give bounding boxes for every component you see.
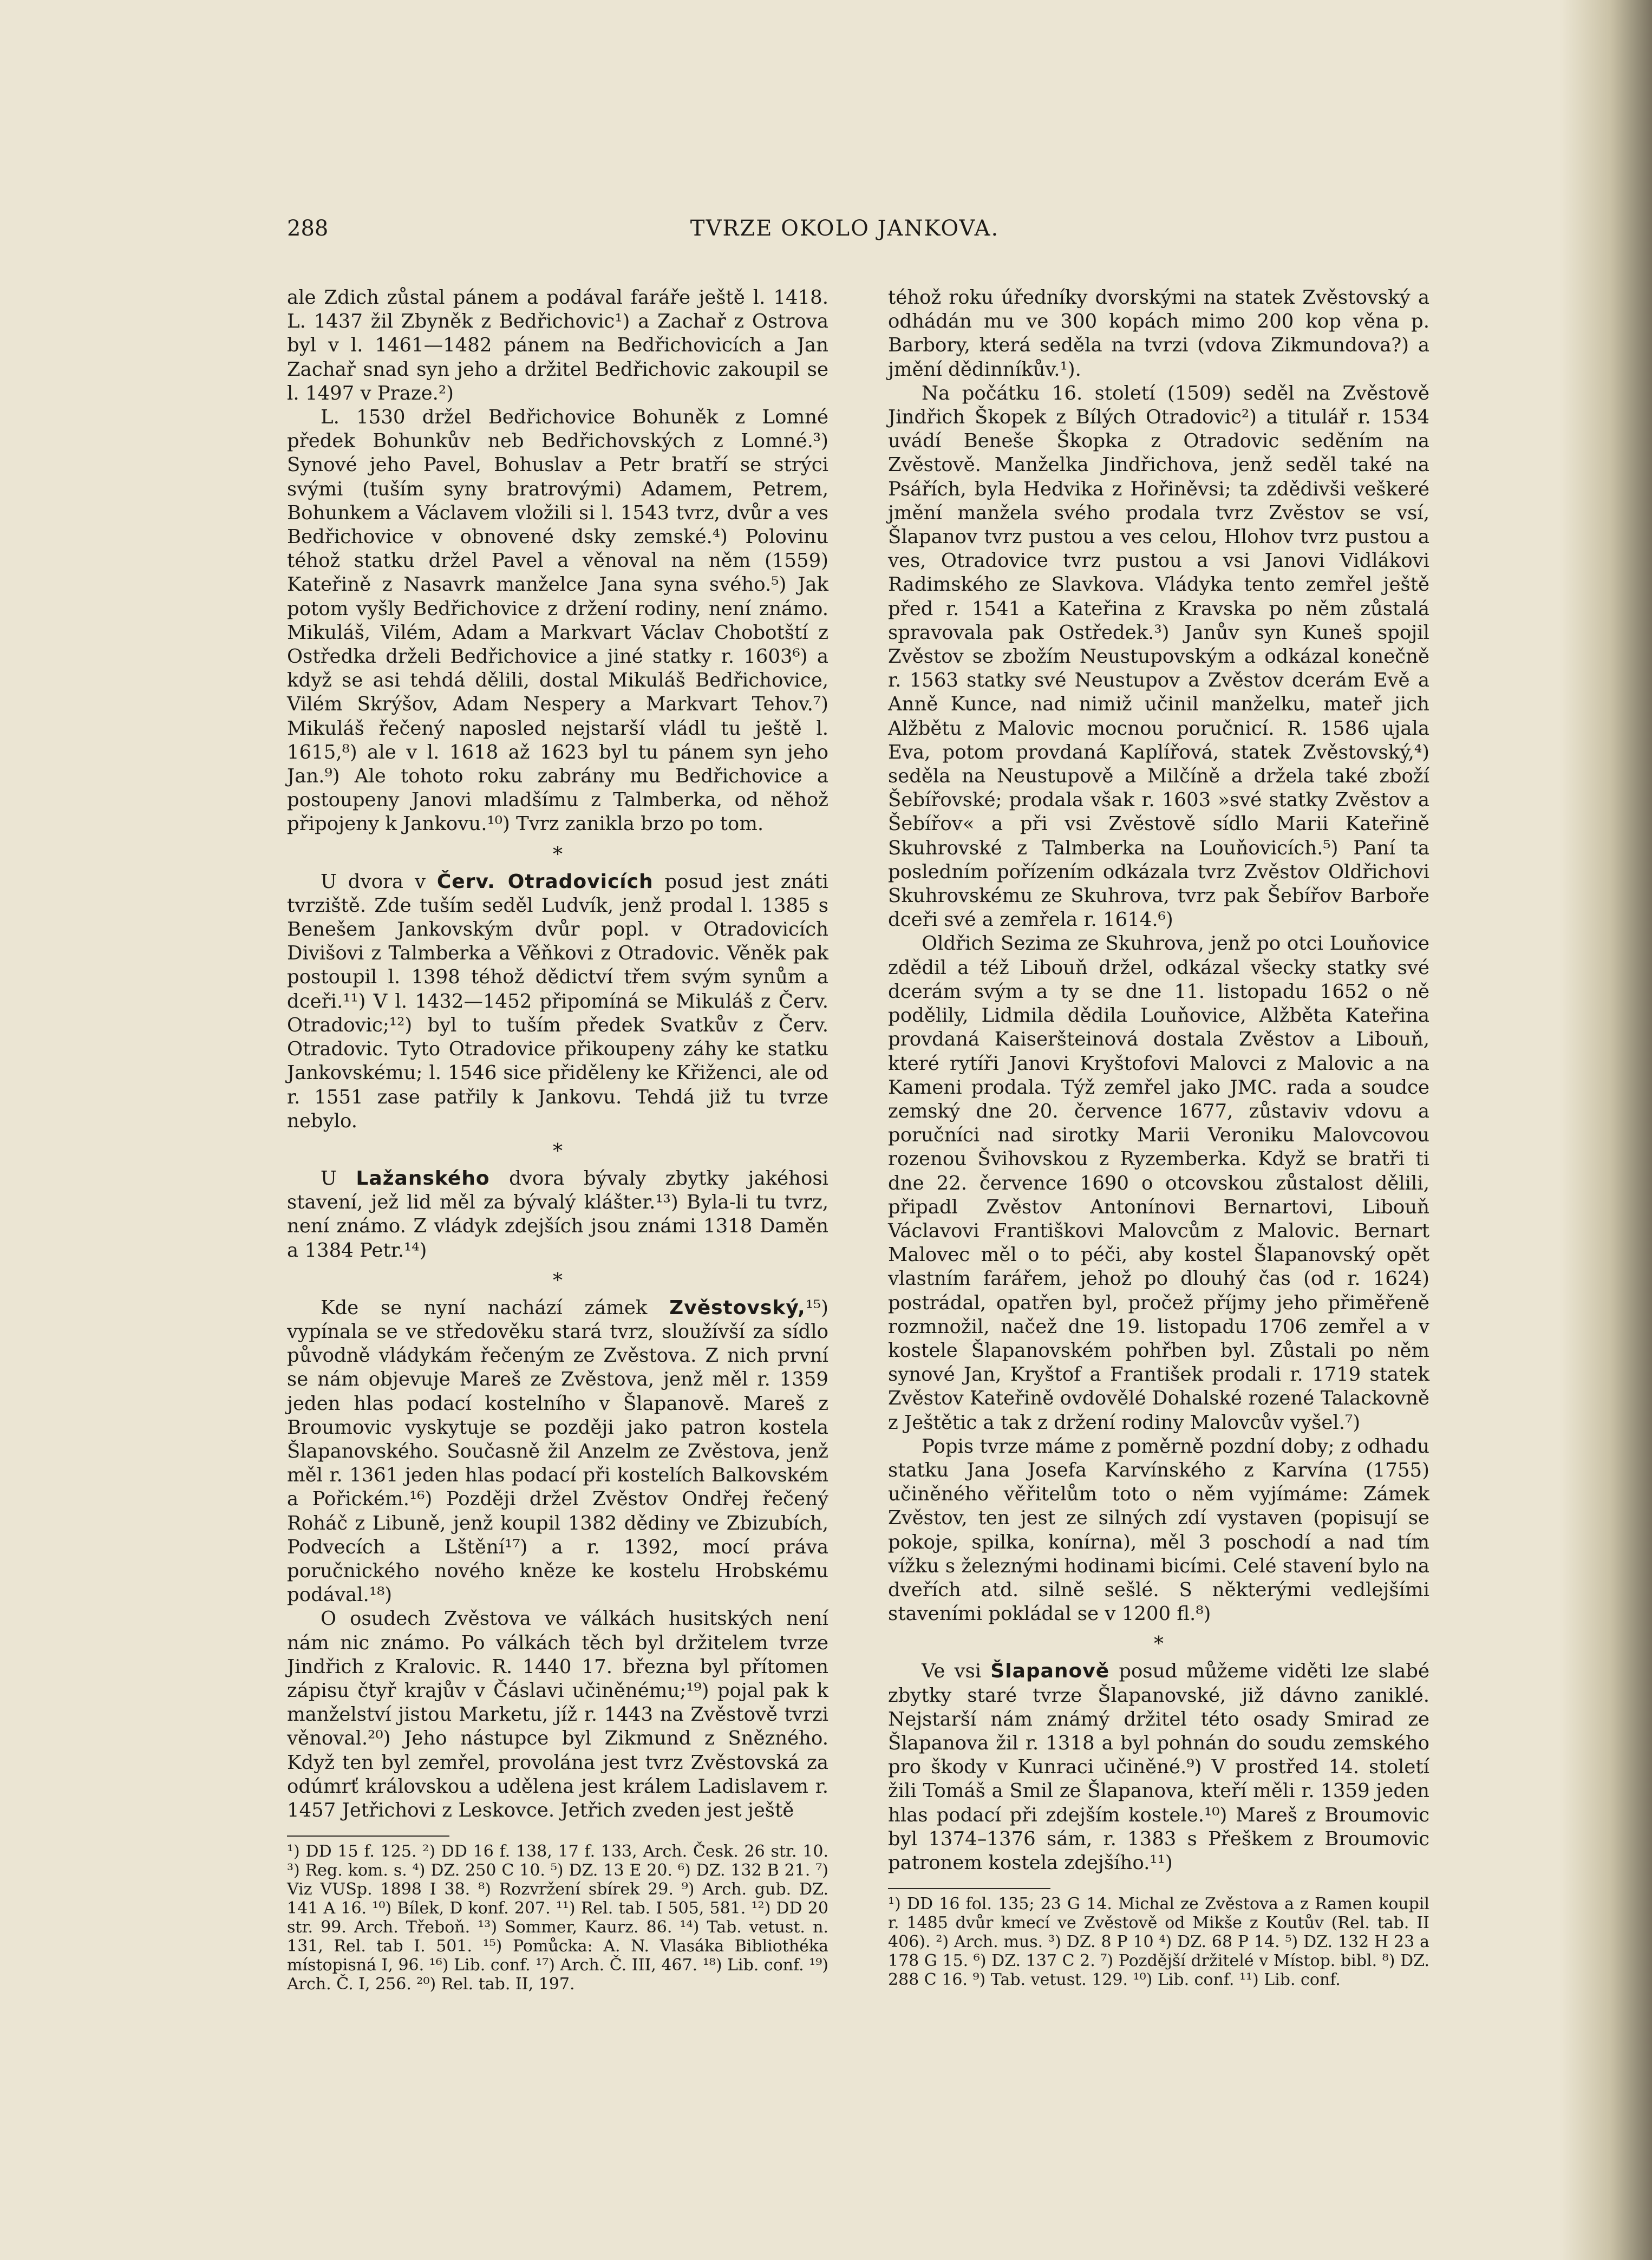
section-lead: Ve vsi bbox=[922, 1660, 982, 1683]
page-header bbox=[287, 212, 1402, 245]
section-text: posud jest znáti tvrziště. Zde tuším seděl Ludvík, jenž prodal l. 1385 s Benešem Jankovským dvůr popl. v Otradovicích Divišovi z Talmberka a Věňkovi z Otradovic. Věněk pak postoupil l. 1398 téhož dědictví třem svým synům a dceři.¹¹) V l. 1432—1452 připomíná se Mikuláš z Červ. Otradovic;¹²) byl to tuším předek Svatkův z Červ. Otradovic. Tyto Otradovice přikoupeny záhy ke statku Jankovskému; l. 1546 sice přiděleny ke Křiženci, ale od r. 1551 zase patřily k Jankovu. Tehdá již tu tvrze nebylo. bbox=[287, 870, 828, 1132]
footnote-rule bbox=[287, 1836, 449, 1837]
paragraph: téhož roku úředníky dvorskými na statek Zvěstovský a odhádán mu ve 300 kopách mimo 200 kop věna p. Barbory, která seděla na tvrzi (vdova Zikmundova?) a jmění dědinníkův.¹). bbox=[888, 286, 1429, 381]
section-text: ¹⁵) vypínala se ve středověku stará tvrz, sloužívší za sídlo původně vládykám řečeným ze Zvěstova. Z nich první se nám objevuje Mareš ze Zvěstova, jenž měl r. 1359 jeden hlas podací kostelního v Šlapanově. Mareš z Broumovic vyskytuje se později jako patron kostela Šlapanovského. Současně žil Anzelm ze Zvěstova, jenž měl r. 1361 jeden hlas podací při kostelích Balkovském a Pořickém.¹⁶) Později držel Zvěstov Ondřej řečený Roháč z Libuně, jenž koupil 1382 dědiny ve Zbizubích, Podvecích a Lštění¹⁷) a r. 1392, mocí práva poručnického nového kněze ke kostelu Hrobskému podával.¹⁸) bbox=[287, 1296, 828, 1606]
section-slapanov bbox=[888, 1660, 1429, 1875]
section-divider: * bbox=[553, 843, 563, 866]
paragraph: Popis tvrze máme z poměrně pozdní doby; z odhadu statku Jana Josefa Karvínského z Karvína (1755) učiněného věřitelům toto o něm vyjímáme: Zámek Zvěstov, ten jest ze silných zdí vystaven (popisují se pokoje, spilka, konírna), měl 3 poschodí a nad tím vížku s železnými hodinami bicími. Celé stavení bylo na dveřích atd. silně sešlé. S některými vedlejšími staveními pokládal se v 1200 fl.⁸) bbox=[888, 1435, 1429, 1625]
right-column bbox=[888, 286, 1429, 1989]
section-zvestov bbox=[287, 1296, 828, 1608]
section-divider: * bbox=[1154, 1633, 1164, 1656]
running-title: TVRZE OKOLO JANKOVA. bbox=[690, 216, 1000, 241]
footnotes: ¹) DD 16 fol. 135; 23 G 14. Michal ze Zvěstova a z Ramen koupil r. 1485 dvůr kmecí ve Zvěstově od Mikše z Koutův (Rel. tab. II 406). ²) Arch. mus. ³) DZ. 8 P 10 ⁴) DZ. 68 P 14. ⁵) DZ. 132 H 23 a 178 G 15. ⁶) DZ. 137 C 2. ⁷) Pozdější držitelé v Místop. bibl. ⁸) DZ. 288 C 16. ⁹) Tab. vetust. 129. ¹⁰) Lib. conf. ¹¹) Lib. conf. bbox=[888, 1895, 1429, 1990]
section-lazansky bbox=[287, 1167, 828, 1263]
place-name: Zvěstovský, bbox=[669, 1296, 806, 1319]
left-column bbox=[287, 286, 828, 1994]
page-number: 288 bbox=[287, 216, 329, 241]
section-otradovice bbox=[287, 870, 828, 1133]
place-name: Lažanského bbox=[356, 1167, 490, 1190]
footnote-rule bbox=[888, 1888, 1050, 1889]
section-text: dvora bývaly zbytky jakéhosi stavení, jež lid měl za bývalý klášter.¹³) Byla-li tu tvrz, není známo. Z vládyk zdejších jsou známi 1318 Daměn a 1384 Petr.¹⁴) bbox=[287, 1167, 828, 1262]
place-name: Šlapanově bbox=[990, 1660, 1110, 1683]
section-text: posud můžeme viděti lze slabé zbytky staré tvrze Šlapanovské, již dávno zaniklé. Nejstarší nám známý držitel této osady Smirad ze Šlapanova žil r. 1318 a byl pohnán do soudu zemského pro škody v Kunraci učiněné.⁹) V prostřed 14. století žili Tomáš a Smil ze Šlapanova, kteří měli r. 1359 jeden hlas podací při zdejším kostele.¹⁰) Mareš z Broumovic byl 1374–1376 sám, r. 1383 s Přeškem z Broumovic patronem kostela zdejšího.¹¹) bbox=[888, 1660, 1429, 1874]
section-lead: U bbox=[321, 1167, 337, 1190]
place-name: Červ. Otradovicích bbox=[436, 870, 654, 893]
paragraph: Oldřich Sezima ze Skuhrova, jenž po otci Louňovice zdědil a též Libouň držel, odkázal všecky statky své dcerám svým a ty se dne 11. listopadu 1652 o ně podělily, Lidmila dědila Louňovice, Alžběta Kateřina provdaná Kaiseršteinová dostala Zvěstov a Libouň, které rytíři Janovi Kryštofovi Malovci z Malovic a na Kameni prodala. Týž zemřel jako JMC. rada a soudce zemský dne 20. července 1677, zůstaviv vdovu a poručníci nad sirotky Marii Veroniku Malovcovou rozenou Švihovskou z Ryzemberka. Když se bratři ti dne 22. července 1690 o otcovskou zůstalost dělili, připadl Zvěstov Antonínovi Bernartovi, Libouň Václavovi Františkovi Malovcům z Malovic. Bernart Malovec měl o to péči, aby kostel Šlapanovský opět vlastním farářem, jehož po dlouhý čas (od r. 1624) postrádal, opatřen byl, pročež příjmy jeho přiměřeně rozmnožil, načež dne 19. listopadu 1706 zemřel a v kostele Šlapanovském pohřben byl. Zůstali po něm synové Jan, Kryštof a František prodali r. 1719 statek Zvěstov Kateřině ovdovělé Dohalské rozené Talackovně z Ještětic a tak z držení rodiny Malovcův vyšel.⁷) bbox=[888, 932, 1429, 1434]
paragraph: O osudech Zvěstova ve válkách husitských není nám nic známo. Po válkách těch byl držitelem tvrze Jindřich z Kralovic. R. 1440 17. března byl přítomen zápisu čtyř krajův v Čáslavi učiněnému;¹⁹) pojal pak k manželství jistou Marketu, jíž r. 1443 na Zvěstově tvrzi věnoval.²⁰) Jeho nástupce byl Zikmund z Snězného. Když ten byl zemřel, provolána jest tvrz Zvěstovská za odúmrť královskou a udělena jest králem Ladislavem r. 1457 Jetřichovi z Leskovce. Jetřich zveden jest ještě bbox=[287, 1608, 828, 1821]
section-divider: * bbox=[553, 1140, 563, 1162]
paragraph: Na počátku 16. století (1509) seděl na Zvěstově Jindřich Škopek z Bílých Otradovic²) a titulář r. 1534 uvádí Beneše Škopka z Otradovic seděním na Zvěstově. Manželka Jindřichova, jenž seděl také na Psářích, byla Hedvika z Hořiněvsi; ta zdědivši veškeré jmění manžela svého prodala tvrz Zvěstov se vsí, Šlapanov tvrz pustou a ves celou, Hlohov tvrz pustou a ves, Otradovice tvrz pustou a vsi Janovi Vidlákovi Radimského ze Slavkova. Vládyka tento zemřel ještě před r. 1541 a Kateřina z Kravska po něm zůstalá spravovala pak Ostředek.³) Janův syn Kuneš spojil Zvěstov se zbožím Neustupovským a odkázal konečně r. 1563 statky své Neustupov a Zvěstov dcerám Evě a Anně Kunce, nad nimiž učinil manželku, mateř jich Alžbětu z Malovic mocnou poručnicí. R. 1586 ujala Eva, potom provdaná Kaplířová, statek Zvěstovský,⁴) seděla na Neustupově a Milčíně a držela také zboží Šebířovské; prodala však r. 1603 »své statky Zvěstov a Šebířov« a při vsi Zvěstově sídlo Marii Kateřině Skuhrovské z Talmberka na Louňovicích.⁵) Paní ta posledním pořízením odkázala tvrz Zvěstov Oldřichovi Skuhrovskému ze Skuhrova, tvrz pak Šebířov Barboře dceři své a zemřela r. 1614.⁶) bbox=[888, 382, 1429, 931]
section-divider: * bbox=[553, 1269, 563, 1292]
paragraph: L. 1530 držel Bedřichovice Bohuněk z Lomné předek Bohunkův neb Bedřichovských z Lomné.³) Synové jeho Pavel, Bohuslav a Petr bratří se strýci svými (tuším syny bratrovými) Adamem, Petrem, Bohunkem a Václavem vložili si l. 1543 tvrz, dvůr a ves Bedřichovice v obnovené dsky zemské.⁴) Polovinu téhož statku držel Pavel a věnoval na něm (1559) Kateřině z Nasavrk manželce Jana syna svého.⁵) Jak potom vyšly Bedřichovice z držení rodiny, není známo. Mikuláš, Vilém, Adam a Markvart Václav Chobotští z Ostředka drželi Bedřichovice a jiné statky r. 1603⁶) a když se asi tehdá dělili, dostal Mikuláš Bedřichovice, Vilém Skrýšov, Adam Nespery a Markvart Tehov.⁷) Mikuláš řečený naposled nejstarší vládl tu ještě l. 1615,⁸) ale v l. 1618 až 1623 byl tu pánem syn jeho Jan.⁹) Ale tohoto roku zabrány mu Bedřichovice a postoupeny Janovi mladšímu z Talmberka, od něhož připojeny k Jankovu.¹⁰) Tvrz zanikla brzo po tom. bbox=[287, 406, 828, 835]
section-lead: Kde se nyní nachází zámek bbox=[321, 1296, 648, 1319]
paragraph: ale Zdich zůstal pánem a podával faráře ještě l. 1418. L. 1437 žil Zbyněk z Bedřichovic¹) a Zachař z Ostrova byl v l. 1461—1482 pánem na Bedřichovicích a Jan Zachař snad syn jeho a držitel Bedřichovic zakoupil se l. 1497 v Praze.²) bbox=[287, 286, 828, 404]
footnotes: ¹) DD 15 f. 125. ²) DD 16 f. 138, 17 f. 133, Arch. Česk. 26 str. 10. ³) Reg. kom. s. ⁴) DZ. 250 C 10. ⁵) DZ. 13 E 20. ⁶) DZ. 132 B 21. ⁷) Viz VUSp. 1898 I 38. ⁸) Rozvržení sbírek 29. ⁹) Arch. gub. DZ. 141 A 16. ¹⁰) Bílek, D konf. 207. ¹¹) Rel. tab. I 505, 581. ¹²) DD 20 str. 99. Arch. Třeboň. ¹³) Sommer, Kaurz. 86. ¹⁴) Tab. vetust. n. 131, Rel. tab I. 501. ¹⁵) Pomůcka: A. N. Vlasáka Bibliothéka místopisná I, 96. ¹⁶) Lib. conf. ¹⁷) Arch. Č. III, 467. ¹⁸) Lib. conf. ¹⁹) Arch. Č. I, 256. ²⁰) Rel. tab. II, 197. bbox=[287, 1842, 828, 1994]
section-lead: U dvora v bbox=[321, 870, 426, 893]
